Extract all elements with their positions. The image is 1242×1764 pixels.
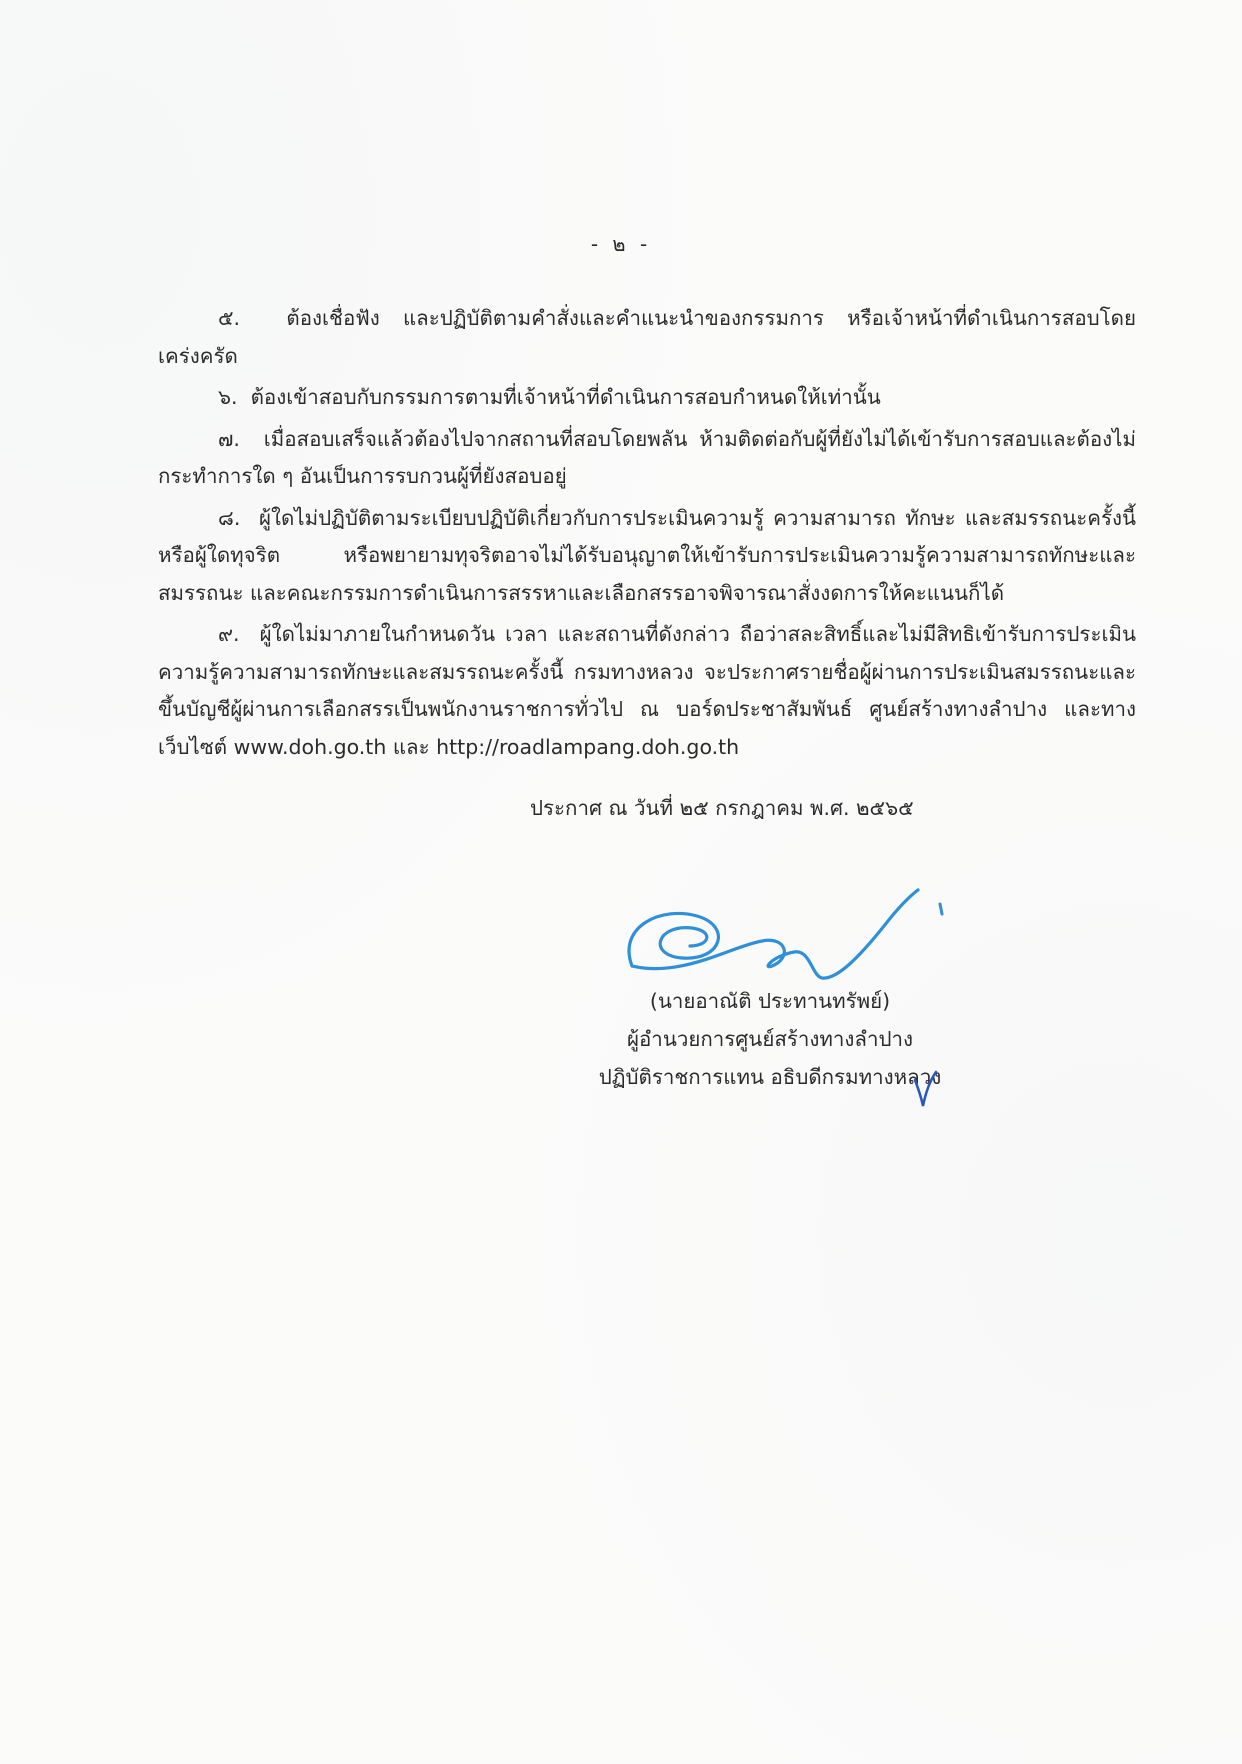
rule-item-7: [158, 421, 1136, 496]
rule-item-9: [158, 616, 1136, 766]
rule-number: ๙.: [218, 622, 240, 646]
signatory-acting: ปฏิบัติราชการแทน อธิบดีกรมทางหลวง: [598, 1065, 942, 1089]
rule-text: ผู้ใดไม่มาภายในกำหนดวัน เวลา และสถานที่ดังกล่าว ถือว่าสละสิทธิ์และไม่มีสิทธิเข้ารับการประเมินความรู้ความสามารถทักษะและสมรรถนะครั้งนี้ กรมทางหลวง จะประกาศรายชื่อผู้ผ่านการประเมินสมรรถนะและขึ้นบัญชีผู้ผ่านการเลือกสรรเป็นพนักงานราชการทั่วไป ณ บอร์ดประชาสัมพันธ์ ศูนย์สร้างทางลำปาง และทางเว็บไซต์ www.doh.go.th และ http://roadlampang.doh.go.th: [158, 622, 1136, 759]
page-number: - ๒ -: [590, 232, 652, 256]
signatory-position: ผู้อำนวยการศูนย์สร้างทางลำปาง: [626, 1027, 914, 1051]
rule-text: ผู้ใดไม่ปฏิบัติตามระเบียบปฏิบัติเกี่ยวกับการประเมินความรู้ ความสามารถ ทักษะ และสมรรถนะครั้งนี้ หรือผู้ใดทุจริต หรือพยายามทุจริตอาจไม่ได้รับอนุญาตให้เข้ารับการประเมินความรู้ความสามารถทักษะและสมรรถนะ และคณะกรรมการดำเนินการสรรหาและเลือกสรรอาจพิจารณาสั่งงดการให้คะแนนก็ได้: [158, 505, 1136, 605]
initial-check-mark: [912, 1068, 938, 1110]
rules-list: [158, 300, 1136, 770]
rule-item-6: [158, 379, 1136, 417]
rule-number: ๕.: [218, 306, 241, 330]
rule-text: เมื่อสอบเสร็จแล้วต้องไปจากสถานที่สอบโดยพลัน ห้ามติดต่อกับผู้ที่ยังไม่ได้เข้ารับการสอบและต้องไม่กระทำการใด ๆ อันเป็นการรบกวนผู้ที่ยังสอบอยู่: [158, 426, 1136, 488]
rule-number: ๖.: [218, 385, 238, 409]
rule-item-5: [158, 300, 1136, 375]
rule-text: ต้องเชื่อฟัง และปฏิบัติตามคำสั่งและคำแนะนำของกรรมการ หรือเจ้าหน้าที่ดำเนินการสอบโดยเคร่งครัด: [158, 306, 1136, 368]
rule-number: ๘.: [218, 505, 241, 530]
announcement-date: ประกาศ ณ วันที่ ๒๕ กรกฎาคม พ.ศ. ๒๕๖๕: [530, 796, 914, 820]
rule-number: ๗.: [218, 426, 240, 451]
signature-image: [622, 886, 962, 996]
signatory-name: (นายอาณัติ ประทานทรัพย์): [649, 989, 891, 1013]
rule-text: ต้องเข้าสอบกับกรรมการตามที่เจ้าหน้าที่ดำเนินการสอบกำหนดให้เท่านั้น: [250, 385, 881, 409]
rule-item-8: [158, 500, 1136, 613]
